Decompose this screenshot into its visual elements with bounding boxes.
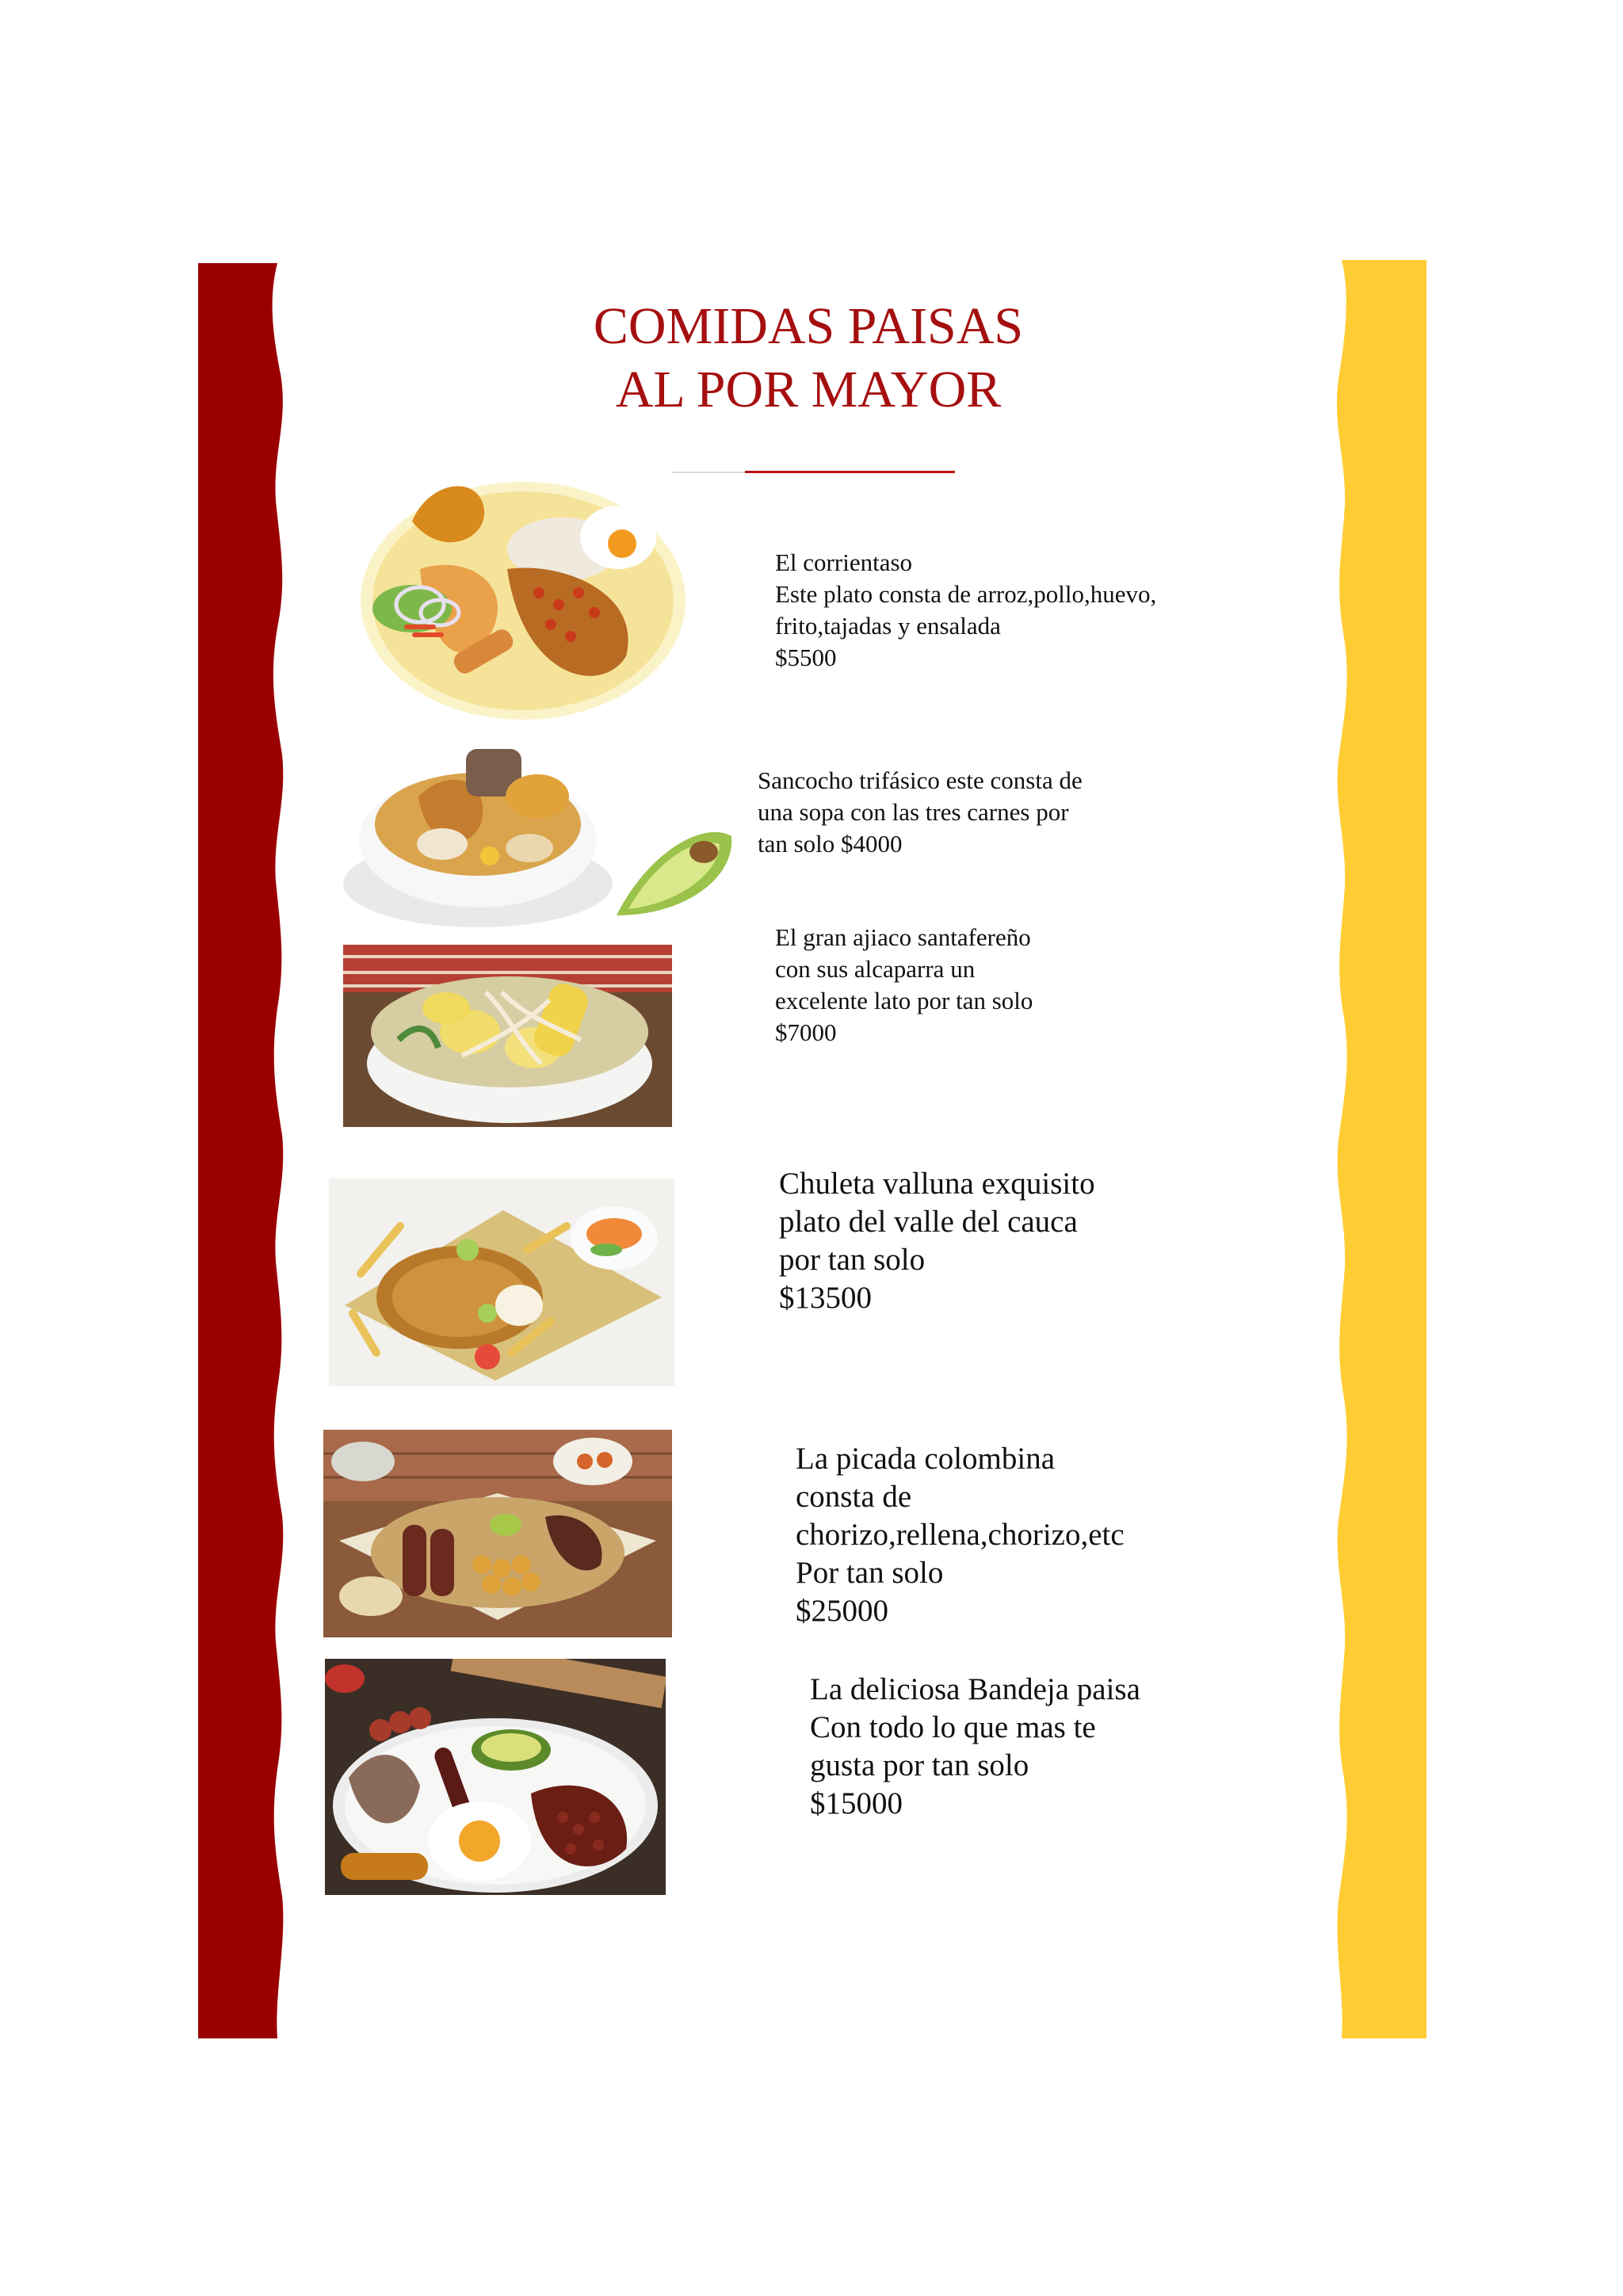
- page-title: [475, 295, 1141, 422]
- chuleta-valluna-photo: [329, 1179, 674, 1386]
- picada-colombiana-photo: [323, 1430, 672, 1637]
- left-red-band: [198, 263, 285, 2038]
- title-line-1: COMIDAS PAISAS: [593, 297, 1024, 355]
- title-rule-red: [745, 471, 955, 473]
- title-rule-faint: [672, 472, 745, 473]
- ajiaco-bowl-photo: [343, 945, 672, 1127]
- sancocho-bowl-photo: [331, 733, 743, 941]
- menu-item-bandeja-paisa: La deliciosa Bandeja paisa Con todo lo que mas te gusta por tan solo $15000: [810, 1672, 1140, 1820]
- menu-item-picada: La picada colombina consta de chorizo,rellena,chorizo,etc Por tan solo $25000: [796, 1442, 1125, 1628]
- menu-item-chuleta-valluna: Chuleta valluna exquisito plato del valle del cauca por tan solo $13500: [779, 1167, 1095, 1315]
- bandeja-paisa-photo: [325, 1659, 666, 1895]
- title-line-2: AL POR MAYOR: [615, 361, 1002, 418]
- menu-item-sancocho: Sancocho trifásico este consta de una sopa con las tres carnes por tan solo $4000: [758, 766, 1083, 858]
- menu-item-corrientaso: El corrientaso Este plato consta de arroz,pollo,huevo, frito,tajadas y ensalada $5500: [775, 548, 1157, 671]
- menu-item-ajiaco: El gran ajiaco santafereño con sus alcaparra un excelente lato por tan solo $7000: [775, 923, 1033, 1046]
- right-yellow-band: [1335, 260, 1426, 2038]
- corrientaso-plate-photo: [357, 474, 689, 720]
